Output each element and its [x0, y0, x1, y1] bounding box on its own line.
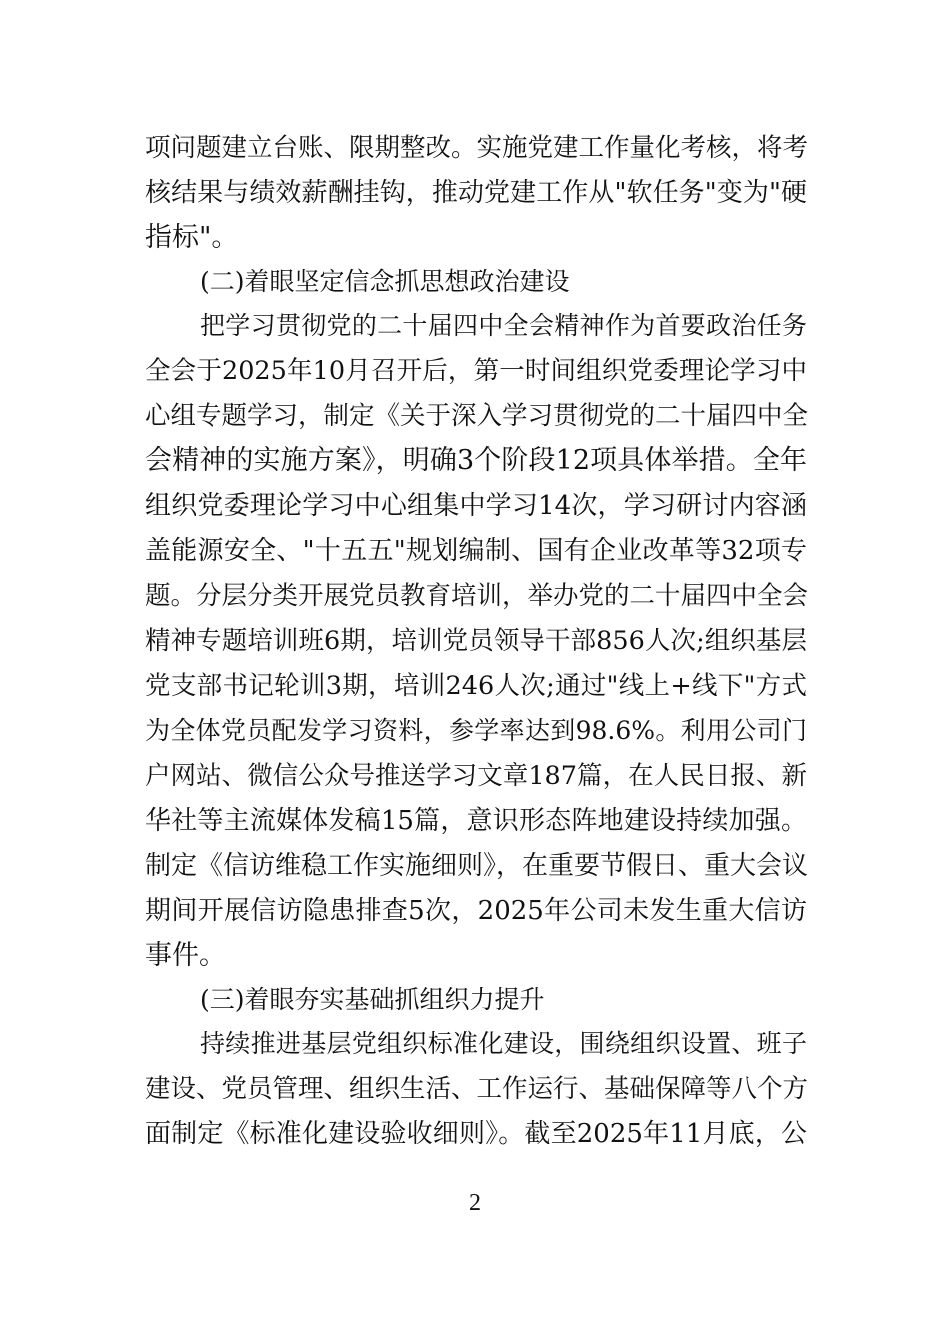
body-text-line: 户网站、微信公众号推送学习文章187篇，在人民日报、新: [145, 761, 807, 791]
body-text-line: 事件。: [145, 940, 226, 971]
body-text-line: 项问题建立台账、限期整改。实施党建工作量化考核，将考: [145, 133, 809, 163]
body-text-line: 题。分层分类开展党员教育培训，举办党的二十届四中全会: [145, 581, 809, 611]
body-text-line: 会精神的实施方案》，明确3个阶段12项具体举措。全年: [145, 445, 807, 476]
body-text-line: 期间开展信访隐患排查5次，2025年公司未发生重大信访: [145, 896, 807, 926]
body-text-line: 为全体党员配发学习资料，参学率达到98.6%。利用公司门: [145, 716, 807, 745]
body-text-line: 党支部书记轮训3期，培训246人次;通过"线上+线下"方式: [145, 671, 807, 701]
body-text-line: 核结果与绩效薪酬挂钩，推动党建工作从"软任务"变为"硬: [145, 178, 807, 208]
body-text-line: 精神专题培训班6期，培训党员领导干部856人次;组织基层: [145, 626, 807, 656]
body-text-line: 制定《信访维稳工作实施细则》，在重要节假日、重大会议: [145, 851, 809, 881]
body-text-line: 心组专题学习，制定《关于深入学习贯彻党的二十届四中全: [145, 401, 809, 431]
section-heading-3: (三)着眼夯实基础抓组织力提升: [200, 985, 545, 1014]
body-text-line: 华社等主流媒体发稿15篇，意识形态阵地建设持续加强。: [145, 806, 807, 836]
section-heading-2: (二)着眼坚定信念抓思想政治建设: [200, 267, 570, 296]
body-text-line: 面制定《标准化建设验收细则》。截至2025年11月底，公: [145, 1119, 807, 1149]
body-text-line: 全会于2025年10月召开后，第一时间组织党委理论学习中: [145, 356, 807, 386]
body-text-line: 指标"。: [145, 222, 239, 253]
body-text-line: 持续推进基层党组织标准化建设，围绕组织设置、班子: [200, 1029, 807, 1058]
body-text-line: 建设、党员管理、组织生活、工作运行、基础保障等八个方: [145, 1074, 809, 1104]
page-number: 2: [469, 1190, 481, 1216]
body-text-line: 盖能源安全、"十五五"规划编制、国有企业改革等32项专: [145, 536, 807, 566]
body-text-line: 把学习贯彻党的二十届四中全会精神作为首要政治任务: [200, 311, 807, 340]
body-text-line: 组织党委理论学习中心组集中学习14次，学习研讨内容涵: [145, 491, 807, 521]
